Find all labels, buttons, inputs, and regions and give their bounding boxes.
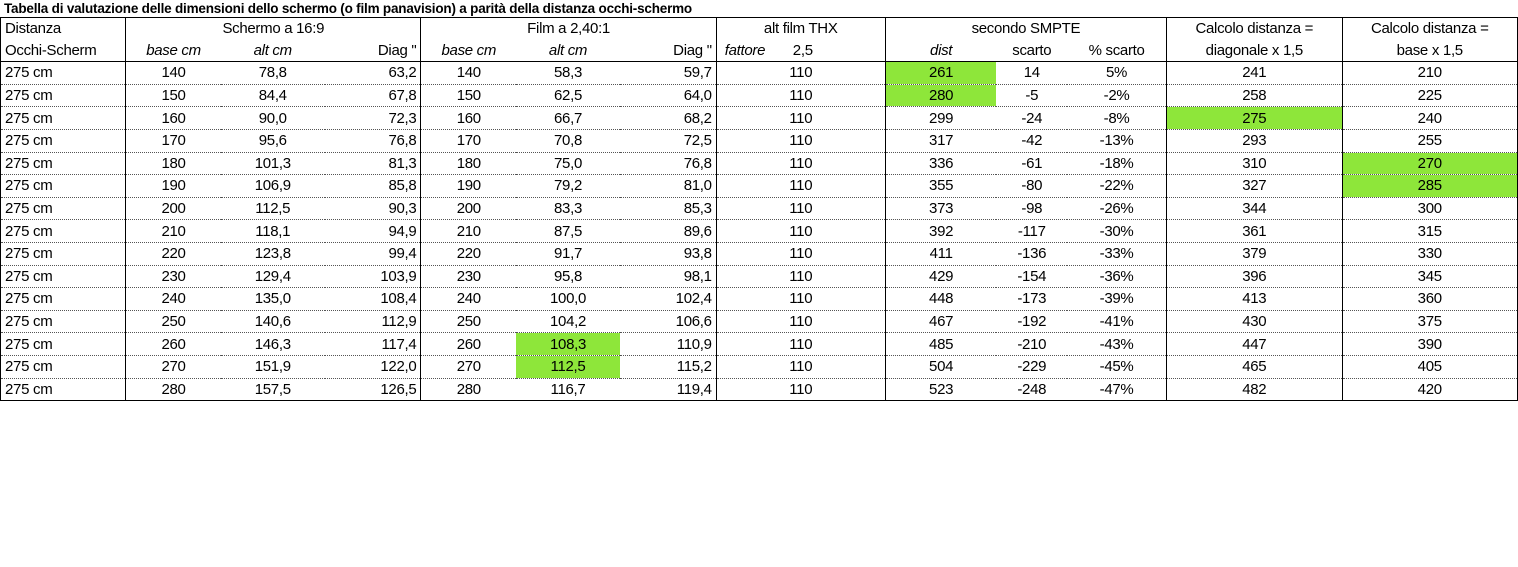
distance-cell: 275 cm <box>1 288 126 311</box>
pct-scarto-cell: -39% <box>1067 288 1166 311</box>
alt-film-cell: 83,3 <box>516 197 620 220</box>
smpte-dist-cell: 411 <box>885 242 996 265</box>
scarto-cell: -136 <box>996 242 1067 265</box>
distance-cell: 275 cm <box>1 62 126 85</box>
diag-film-cell: 64,0 <box>620 84 716 107</box>
header-calc-1: Calcolo distanza = <box>1167 18 1342 40</box>
header-schermo-16-9: Schermo a 16:9 <box>126 18 421 40</box>
scarto-cell: -154 <box>996 265 1067 288</box>
diag-film-cell: 98,1 <box>620 265 716 288</box>
distance-cell: 275 cm <box>1 310 126 333</box>
alt-film-cell: 58,3 <box>516 62 620 85</box>
smpte-dist-cell: 448 <box>885 288 996 311</box>
base-16-9-cell: 240 <box>126 288 221 311</box>
pct-scarto-cell: -18% <box>1067 152 1166 175</box>
calc-diagonal-cell: 361 <box>1167 220 1342 243</box>
calc-base-cell: 270 <box>1342 152 1518 175</box>
diag-film-cell: 102,4 <box>620 288 716 311</box>
scarto-cell: -80 <box>996 175 1067 198</box>
header-diag-film: Diag " <box>620 40 716 62</box>
base-film-cell: 180 <box>421 152 516 175</box>
header-occhi-schermo: Occhi-Scherm <box>1 40 126 62</box>
thx-height-cell: 110 <box>716 355 885 378</box>
base-16-9-cell: 160 <box>126 107 221 130</box>
calc-diagonal-cell: 258 <box>1167 84 1342 107</box>
thx-height-cell: 110 <box>716 84 885 107</box>
diag-16-9-cell: 94,9 <box>325 220 421 243</box>
base-film-cell: 160 <box>421 107 516 130</box>
calc-diagonal-cell: 327 <box>1167 175 1342 198</box>
smpte-dist-cell: 373 <box>885 197 996 220</box>
header-fattore-value: 2,5 <box>792 41 813 59</box>
calc-base-cell: 315 <box>1342 220 1518 243</box>
header-pct-scarto: % scarto <box>1067 40 1166 62</box>
header-distanza: Distanza <box>1 18 126 40</box>
base-film-cell: 270 <box>421 355 516 378</box>
base-16-9-cell: 140 <box>126 62 221 85</box>
diag-16-9-cell: 126,5 <box>325 378 421 401</box>
smpte-dist-cell: 392 <box>885 220 996 243</box>
table-title: Tabella di valutazione delle dimensioni dello schermo (o film panavision) a parità della distanza occhi-schermo <box>4 1 692 16</box>
header-calc-2: Calcolo distanza = <box>1342 18 1518 40</box>
diag-16-9-cell: 122,0 <box>325 355 421 378</box>
smpte-dist-cell: 467 <box>885 310 996 333</box>
alt-16-9-cell: 123,8 <box>221 242 325 265</box>
calc-base-cell: 255 <box>1342 129 1518 152</box>
calc-base-cell: 345 <box>1342 265 1518 288</box>
table-row <box>1 62 1518 85</box>
calc-base-cell: 405 <box>1342 355 1518 378</box>
alt-film-cell: 66,7 <box>516 107 620 130</box>
table-row <box>1 333 1518 356</box>
alt-film-cell: 100,0 <box>516 288 620 311</box>
smpte-dist-cell: 317 <box>885 129 996 152</box>
smpte-dist-cell: 299 <box>885 107 996 130</box>
scarto-cell: -173 <box>996 288 1067 311</box>
thx-height-cell: 110 <box>716 333 885 356</box>
smpte-dist-cell: 355 <box>885 175 996 198</box>
calc-base-cell: 375 <box>1342 310 1518 333</box>
smpte-dist-cell: 485 <box>885 333 996 356</box>
calc-diagonal-cell: 379 <box>1167 242 1342 265</box>
smpte-dist-cell: 429 <box>885 265 996 288</box>
base-16-9-cell: 270 <box>126 355 221 378</box>
calc-diagonal-cell: 465 <box>1167 355 1342 378</box>
table-row <box>1 197 1518 220</box>
base-16-9-cell: 220 <box>126 242 221 265</box>
thx-height-cell: 110 <box>716 265 885 288</box>
smpte-dist-cell: 261 <box>885 62 996 85</box>
thx-height-cell: 110 <box>716 220 885 243</box>
calc-base-cell: 210 <box>1342 62 1518 85</box>
base-film-cell: 230 <box>421 265 516 288</box>
distance-cell: 275 cm <box>1 129 126 152</box>
header-scarto: scarto <box>996 40 1067 62</box>
smpte-dist-cell: 523 <box>885 378 996 401</box>
thx-height-cell: 110 <box>716 175 885 198</box>
calc-base-cell: 285 <box>1342 175 1518 198</box>
scarto-cell: -5 <box>996 84 1067 107</box>
base-film-cell: 200 <box>421 197 516 220</box>
diag-16-9-cell: 76,8 <box>325 129 421 152</box>
alt-16-9-cell: 157,5 <box>221 378 325 401</box>
alt-16-9-cell: 84,4 <box>221 84 325 107</box>
table-row <box>1 175 1518 198</box>
scarto-cell: -42 <box>996 129 1067 152</box>
base-16-9-cell: 210 <box>126 220 221 243</box>
pct-scarto-cell: 5% <box>1067 62 1166 85</box>
alt-16-9-cell: 140,6 <box>221 310 325 333</box>
diag-film-cell: 89,6 <box>620 220 716 243</box>
header-fattore <box>716 40 885 62</box>
diag-film-cell: 59,7 <box>620 62 716 85</box>
pct-scarto-cell: -30% <box>1067 220 1166 243</box>
thx-height-cell: 110 <box>716 129 885 152</box>
diag-16-9-cell: 72,3 <box>325 107 421 130</box>
diag-film-cell: 110,9 <box>620 333 716 356</box>
base-16-9-cell: 280 <box>126 378 221 401</box>
base-film-cell: 220 <box>421 242 516 265</box>
diag-film-cell: 72,5 <box>620 129 716 152</box>
calc-diagonal-cell: 241 <box>1167 62 1342 85</box>
header-fattore-label: fattore <box>724 41 766 59</box>
alt-film-cell: 91,7 <box>516 242 620 265</box>
table-row <box>1 242 1518 265</box>
calc-diagonal-cell: 344 <box>1167 197 1342 220</box>
alt-16-9-cell: 146,3 <box>221 333 325 356</box>
scarto-cell: -61 <box>996 152 1067 175</box>
distance-cell: 275 cm <box>1 84 126 107</box>
scarto-cell: -24 <box>996 107 1067 130</box>
table-row <box>1 288 1518 311</box>
diag-film-cell: 115,2 <box>620 355 716 378</box>
calc-diagonal-cell: 293 <box>1167 129 1342 152</box>
diag-16-9-cell: 117,4 <box>325 333 421 356</box>
diag-film-cell: 119,4 <box>620 378 716 401</box>
diag-film-cell: 81,0 <box>620 175 716 198</box>
calc-diagonal-cell: 413 <box>1167 288 1342 311</box>
distance-cell: 275 cm <box>1 152 126 175</box>
diag-16-9-cell: 108,4 <box>325 288 421 311</box>
diag-16-9-cell: 99,4 <box>325 242 421 265</box>
scarto-cell: -248 <box>996 378 1067 401</box>
header-row-2 <box>1 40 1518 62</box>
alt-16-9-cell: 90,0 <box>221 107 325 130</box>
alt-16-9-cell: 112,5 <box>221 197 325 220</box>
calc-base-cell: 300 <box>1342 197 1518 220</box>
header-base-cm-film: base cm <box>421 40 516 62</box>
diag-film-cell: 76,8 <box>620 152 716 175</box>
calc-base-cell: 360 <box>1342 288 1518 311</box>
header-dist: dist <box>885 40 996 62</box>
pct-scarto-cell: -47% <box>1067 378 1166 401</box>
scarto-cell: -229 <box>996 355 1067 378</box>
alt-16-9-cell: 129,4 <box>221 265 325 288</box>
table-row <box>1 220 1518 243</box>
base-16-9-cell: 200 <box>126 197 221 220</box>
calc-base-cell: 240 <box>1342 107 1518 130</box>
diag-16-9-cell: 85,8 <box>325 175 421 198</box>
scarto-cell: 14 <box>996 62 1067 85</box>
alt-16-9-cell: 101,3 <box>221 152 325 175</box>
alt-film-cell: 116,7 <box>516 378 620 401</box>
alt-16-9-cell: 78,8 <box>221 62 325 85</box>
pct-scarto-cell: -36% <box>1067 265 1166 288</box>
diag-16-9-cell: 90,3 <box>325 197 421 220</box>
header-diagonale-x15: diagonale x 1,5 <box>1167 40 1342 62</box>
diag-16-9-cell: 63,2 <box>325 62 421 85</box>
scarto-cell: -117 <box>996 220 1067 243</box>
base-film-cell: 240 <box>421 288 516 311</box>
alt-film-cell: 112,5 <box>516 355 620 378</box>
base-16-9-cell: 180 <box>126 152 221 175</box>
calc-diagonal-cell: 447 <box>1167 333 1342 356</box>
thx-height-cell: 110 <box>716 242 885 265</box>
base-film-cell: 140 <box>421 62 516 85</box>
scarto-cell: -210 <box>996 333 1067 356</box>
pct-scarto-cell: -45% <box>1067 355 1166 378</box>
thx-height-cell: 110 <box>716 107 885 130</box>
base-film-cell: 260 <box>421 333 516 356</box>
base-film-cell: 170 <box>421 129 516 152</box>
pct-scarto-cell: -8% <box>1067 107 1166 130</box>
diag-16-9-cell: 112,9 <box>325 310 421 333</box>
calc-base-cell: 225 <box>1342 84 1518 107</box>
base-film-cell: 210 <box>421 220 516 243</box>
calc-diagonal-cell: 482 <box>1167 378 1342 401</box>
base-16-9-cell: 170 <box>126 129 221 152</box>
distance-cell: 275 cm <box>1 220 126 243</box>
table-row <box>1 152 1518 175</box>
alt-film-cell: 70,8 <box>516 129 620 152</box>
header-alt-cm: alt cm <box>221 40 325 62</box>
pct-scarto-cell: -26% <box>1067 197 1166 220</box>
base-16-9-cell: 190 <box>126 175 221 198</box>
alt-film-cell: 79,2 <box>516 175 620 198</box>
table-row <box>1 84 1518 107</box>
alt-film-cell: 62,5 <box>516 84 620 107</box>
calc-diagonal-cell: 396 <box>1167 265 1342 288</box>
base-film-cell: 250 <box>421 310 516 333</box>
distance-cell: 275 cm <box>1 175 126 198</box>
diag-16-9-cell: 103,9 <box>325 265 421 288</box>
thx-height-cell: 110 <box>716 62 885 85</box>
header-base-x15: base x 1,5 <box>1342 40 1518 62</box>
calc-base-cell: 390 <box>1342 333 1518 356</box>
base-16-9-cell: 260 <box>126 333 221 356</box>
diag-film-cell: 93,8 <box>620 242 716 265</box>
thx-height-cell: 110 <box>716 310 885 333</box>
alt-16-9-cell: 118,1 <box>221 220 325 243</box>
alt-16-9-cell: 151,9 <box>221 355 325 378</box>
diag-16-9-cell: 67,8 <box>325 84 421 107</box>
smpte-dist-cell: 336 <box>885 152 996 175</box>
distance-cell: 275 cm <box>1 107 126 130</box>
pct-scarto-cell: -43% <box>1067 333 1166 356</box>
calc-base-cell: 330 <box>1342 242 1518 265</box>
base-film-cell: 150 <box>421 84 516 107</box>
calc-diagonal-cell: 275 <box>1167 107 1342 130</box>
diag-16-9-cell: 81,3 <box>325 152 421 175</box>
evaluation-table <box>0 17 1518 401</box>
alt-film-cell: 87,5 <box>516 220 620 243</box>
pct-scarto-cell: -33% <box>1067 242 1166 265</box>
pct-scarto-cell: -13% <box>1067 129 1166 152</box>
base-16-9-cell: 150 <box>126 84 221 107</box>
smpte-dist-cell: 504 <box>885 355 996 378</box>
thx-height-cell: 110 <box>716 152 885 175</box>
smpte-dist-cell: 280 <box>885 84 996 107</box>
header-base-cm: base cm <box>126 40 221 62</box>
calc-diagonal-cell: 310 <box>1167 152 1342 175</box>
table-row <box>1 378 1518 401</box>
distance-cell: 275 cm <box>1 355 126 378</box>
pct-scarto-cell: -41% <box>1067 310 1166 333</box>
base-film-cell: 190 <box>421 175 516 198</box>
base-16-9-cell: 250 <box>126 310 221 333</box>
header-diag: Diag " <box>325 40 421 62</box>
base-film-cell: 280 <box>421 378 516 401</box>
alt-16-9-cell: 106,9 <box>221 175 325 198</box>
header-alt-cm-film: alt cm <box>516 40 620 62</box>
calc-base-cell: 420 <box>1342 378 1518 401</box>
scarto-cell: -98 <box>996 197 1067 220</box>
header-thx: alt film THX <box>716 18 885 40</box>
scarto-cell: -192 <box>996 310 1067 333</box>
alt-16-9-cell: 135,0 <box>221 288 325 311</box>
alt-film-cell: 95,8 <box>516 265 620 288</box>
alt-film-cell: 108,3 <box>516 333 620 356</box>
alt-16-9-cell: 95,6 <box>221 129 325 152</box>
alt-film-cell: 75,0 <box>516 152 620 175</box>
thx-height-cell: 110 <box>716 378 885 401</box>
table-row <box>1 129 1518 152</box>
pct-scarto-cell: -2% <box>1067 84 1166 107</box>
distance-cell: 275 cm <box>1 333 126 356</box>
diag-film-cell: 68,2 <box>620 107 716 130</box>
base-16-9-cell: 230 <box>126 265 221 288</box>
diag-film-cell: 85,3 <box>620 197 716 220</box>
header-row-1 <box>1 18 1518 40</box>
distance-cell: 275 cm <box>1 242 126 265</box>
distance-cell: 275 cm <box>1 265 126 288</box>
pct-scarto-cell: -22% <box>1067 175 1166 198</box>
diag-film-cell: 106,6 <box>620 310 716 333</box>
table-row <box>1 265 1518 288</box>
header-smpte: secondo SMPTE <box>885 18 1166 40</box>
header-film-240: Film a 2,40:1 <box>421 18 716 40</box>
alt-film-cell: 104,2 <box>516 310 620 333</box>
distance-cell: 275 cm <box>1 378 126 401</box>
table-row <box>1 310 1518 333</box>
distance-cell: 275 cm <box>1 197 126 220</box>
table-row <box>1 107 1518 130</box>
thx-height-cell: 110 <box>716 197 885 220</box>
thx-height-cell: 110 <box>716 288 885 311</box>
calc-diagonal-cell: 430 <box>1167 310 1342 333</box>
table-row <box>1 355 1518 378</box>
